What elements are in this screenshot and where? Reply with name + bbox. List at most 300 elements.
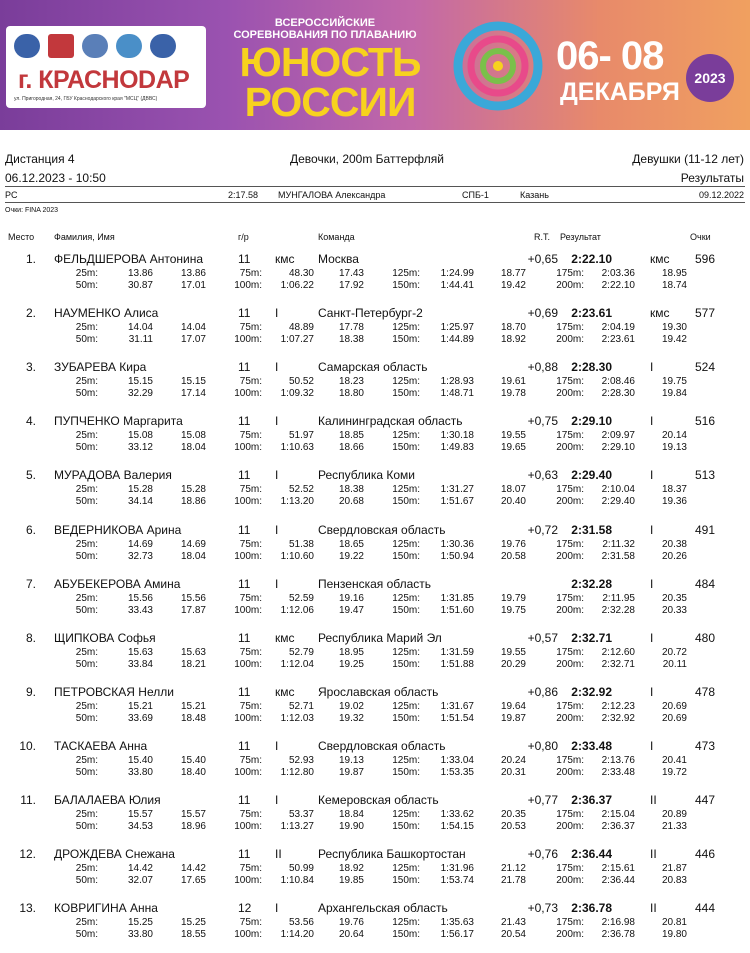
split-label: 50m: — [75, 442, 98, 454]
split-diff: 18.65 — [338, 538, 364, 550]
venue-address: ул. Пригородная, 24, ГБУ Краснодарского края "МСЦ" (ДВВС) — [14, 96, 158, 102]
entry-time: 2:29.10 — [571, 414, 612, 429]
split-label: 175m: — [556, 700, 584, 712]
split-diff: 20.33 — [661, 604, 687, 616]
entry-place: 10. — [19, 738, 36, 753]
split-label: 175m: — [556, 754, 584, 766]
split-time: 34.14 — [127, 496, 153, 508]
event-datetime: 06.12.2023 - 10:50 — [5, 171, 106, 185]
split-label: 100m: — [234, 821, 262, 832]
entry-name: ДРОЖДЕВА Снежана — [54, 847, 175, 862]
split-label: 125m: — [392, 646, 420, 658]
split-time: 2:13.76 — [601, 754, 635, 766]
record-city: Казань — [520, 190, 549, 200]
entry-rank: I — [275, 414, 279, 429]
record-code: PC — [5, 190, 18, 200]
split-label: 75m: — [239, 754, 262, 766]
split-time: 32.73 — [127, 550, 153, 562]
split-diff: 18.84 — [338, 809, 364, 820]
entry-place: 9. — [25, 684, 36, 699]
split-label: 100m: — [234, 712, 262, 724]
split-diff: 18.80 — [338, 388, 364, 400]
flag-logo-icon — [48, 34, 74, 58]
split-time: 2:36.78 — [601, 929, 635, 941]
entry-place: 3. — [25, 360, 36, 375]
split-time: 15.28 — [127, 484, 153, 496]
split-diff: 18.86 — [180, 496, 206, 508]
entry-rank: I — [275, 793, 279, 807]
split-label: 175m: — [556, 322, 584, 334]
entry-name: ТАСКАЕВА Анна — [54, 738, 148, 753]
split-label: 100m: — [234, 658, 262, 670]
split-label: 175m: — [556, 646, 584, 658]
split-diff: 19.55 — [500, 430, 526, 442]
split-label: 150m: — [392, 604, 420, 616]
split-label: 150m: — [392, 658, 420, 670]
split-label: 25m: — [75, 376, 98, 388]
split-time: 1:13.20 — [280, 496, 314, 508]
split-label: 200m: — [556, 658, 584, 670]
split-time: 1:31.59 — [440, 646, 474, 658]
split-diff: 20.31 — [500, 766, 526, 778]
split-label: 150m: — [392, 766, 420, 778]
col-place: Место — [8, 232, 35, 242]
entry-time: 2:29.40 — [571, 468, 612, 483]
entry-name: ФЕЛЬДШЕРОВА Антонина — [54, 252, 204, 266]
entry-rank: I — [275, 738, 279, 753]
entry-rt: +0,69 — [527, 306, 558, 321]
split-label: 125m: — [392, 430, 420, 442]
split-time: 2:36.37 — [601, 821, 635, 832]
split-time: 2:32.71 — [601, 658, 635, 670]
entry-place: 1. — [25, 252, 36, 266]
split-diff: 18.77 — [500, 268, 526, 279]
col-result: Результат — [560, 232, 601, 242]
split-diff: 20.54 — [500, 929, 526, 941]
split-time: 14.69 — [127, 538, 153, 550]
split-label: 75m: — [239, 322, 262, 334]
split-label: 50m: — [75, 766, 98, 778]
entry-time: 2:36.44 — [571, 847, 612, 862]
split-diff: 15.15 — [180, 376, 206, 388]
split-time: 2:11.32 — [602, 538, 635, 550]
split-time: 1:31.85 — [440, 592, 474, 604]
split-diff: 18.21 — [180, 658, 206, 670]
split-time: 1:30.18 — [440, 430, 474, 442]
split-diff: 17.92 — [338, 280, 364, 291]
split-label: 50m: — [75, 388, 98, 400]
split-diff: 18.40 — [180, 766, 206, 778]
split-label: 25m: — [75, 917, 98, 929]
entry-time: 2:36.78 — [571, 901, 612, 916]
split-label: 100m: — [234, 280, 262, 291]
split-label: 50m: — [75, 929, 98, 941]
split-diff: 17.65 — [180, 875, 206, 887]
split-time: 1:12.06 — [280, 604, 314, 616]
split-time: 2:15.61 — [601, 863, 635, 875]
entry-points: 444 — [694, 901, 715, 916]
entry-yob: 11 — [238, 793, 251, 807]
split-time: 2:29.10 — [601, 442, 635, 454]
split-diff: 18.66 — [338, 442, 364, 454]
result-row — [0, 412, 750, 466]
split-time: 1:12.04 — [280, 658, 314, 670]
result-row — [0, 683, 750, 737]
points-note: Очки: FINA 2023 — [5, 207, 59, 214]
split-time: 1:30.36 — [440, 538, 474, 550]
split-label: 150m: — [392, 334, 420, 346]
entry-points: 516 — [694, 414, 715, 429]
split-diff: 19.47 — [338, 604, 364, 616]
split-label: 50m: — [75, 496, 98, 508]
split-diff: 14.04 — [180, 322, 206, 334]
split-label: 25m: — [75, 863, 98, 875]
split-label: 175m: — [556, 430, 584, 442]
split-diff: 21.43 — [500, 917, 526, 929]
split-diff: 18.96 — [180, 821, 206, 832]
split-time: 1:50.94 — [440, 550, 474, 562]
split-label: 25m: — [75, 484, 98, 496]
entry-rt: +0,76 — [527, 847, 558, 862]
split-time: 14.04 — [127, 322, 153, 334]
split-diff: 18.04 — [180, 442, 206, 454]
event-name: Девочки, 200m Баттерфляй — [290, 152, 444, 166]
split-label: 75m: — [239, 917, 262, 929]
split-time: 52.59 — [288, 592, 314, 604]
entry-rank2: I — [650, 360, 654, 375]
event-dates: 06- 08 — [556, 34, 664, 78]
entry-rank: I — [275, 522, 279, 537]
split-diff: 17.43 — [338, 268, 364, 279]
split-time: 2:04.19 — [601, 322, 635, 334]
split-diff: 18.85 — [338, 430, 364, 442]
entry-rt: +0,80 — [527, 738, 558, 753]
split-label: 125m: — [392, 863, 420, 875]
entry-team: Свердловская область — [318, 522, 446, 537]
split-time: 52.52 — [288, 484, 314, 496]
entry-place: 13. — [19, 901, 36, 916]
entry-team: Москва — [318, 252, 359, 266]
entry-rank: I — [275, 306, 279, 321]
entry-rt: +0,63 — [527, 468, 558, 483]
emblem-logo-icon — [150, 34, 176, 58]
split-label: 200m: — [556, 712, 584, 724]
split-diff: 21.33 — [661, 821, 687, 832]
split-label: 125m: — [392, 917, 420, 929]
split-label: 75m: — [239, 538, 262, 550]
split-time: 1:53.74 — [440, 875, 474, 887]
entry-place: 7. — [25, 576, 36, 591]
result-row — [0, 575, 750, 629]
col-team: Команда — [318, 232, 355, 242]
entry-time: 2:32.28 — [571, 576, 612, 591]
split-time: 1:12.80 — [280, 766, 314, 778]
split-label: 100m: — [234, 766, 262, 778]
split-time: 2:31.58 — [601, 550, 635, 562]
split-label: 25m: — [75, 592, 98, 604]
entry-rank: II — [275, 847, 282, 862]
split-diff: 19.85 — [338, 875, 364, 887]
record-holder: МУНГАЛОВА Александра — [278, 190, 386, 200]
entry-team: Кемеровская область — [318, 793, 439, 807]
entry-name: ЩИПКОВА Софья — [54, 630, 156, 645]
split-label: 100m: — [234, 388, 262, 400]
entry-points: 480 — [694, 630, 715, 645]
split-label: 200m: — [556, 550, 584, 562]
entry-points: 484 — [694, 576, 715, 591]
split-label: 150m: — [392, 442, 420, 454]
entry-yob: 11 — [238, 522, 251, 537]
split-diff: 20.83 — [661, 875, 687, 887]
split-diff: 19.84 — [661, 388, 687, 400]
split-diff: 15.25 — [180, 917, 206, 929]
entry-time: 2:23.61 — [571, 306, 612, 321]
split-diff: 15.57 — [180, 809, 206, 820]
split-label: 150m: — [392, 550, 420, 562]
split-time: 2:12.60 — [601, 646, 635, 658]
split-time: 15.25 — [127, 917, 153, 929]
result-row — [0, 737, 750, 791]
entry-name: КОВРИГИНА Анна — [54, 901, 158, 916]
split-time: 53.56 — [288, 917, 314, 929]
split-time: 13.86 — [127, 268, 153, 279]
split-label: 125m: — [392, 484, 420, 496]
split-diff: 20.72 — [661, 646, 687, 658]
entry-rt: +0,73 — [527, 901, 558, 916]
split-diff: 20.14 — [661, 430, 687, 442]
split-time: 1:53.35 — [440, 766, 474, 778]
entry-points: 491 — [694, 522, 715, 537]
split-diff: 20.24 — [500, 754, 526, 766]
split-diff: 19.25 — [338, 658, 364, 670]
split-label: 150m: — [392, 821, 420, 832]
entry-yob: 11 — [238, 360, 251, 375]
entry-rank2: I — [650, 468, 654, 483]
split-diff: 15.28 — [180, 484, 206, 496]
entry-team: Санкт-Петербург-2 — [318, 306, 423, 321]
result-row — [0, 629, 750, 683]
split-diff: 18.95 — [661, 268, 687, 279]
split-time: 33.69 — [127, 712, 153, 724]
entry-rank2: I — [650, 684, 654, 699]
entry-rank2: I — [650, 630, 654, 645]
entry-yob: 11 — [238, 630, 251, 645]
entry-place: 11. — [20, 793, 36, 807]
split-time: 2:32.92 — [601, 712, 635, 724]
split-time: 1:51.54 — [440, 712, 474, 724]
split-time: 1:33.62 — [440, 809, 474, 820]
split-diff: 20.81 — [661, 917, 687, 929]
split-label: 25m: — [75, 268, 98, 279]
entry-rank2: кмс — [650, 306, 670, 321]
distance-label: Дистанция 4 — [5, 152, 75, 166]
split-diff: 19.80 — [661, 929, 687, 941]
entry-time: 2:28.30 — [571, 360, 612, 375]
split-time: 1:28.93 — [440, 376, 474, 388]
entry-team: Самарская область — [318, 360, 428, 375]
split-diff: 15.40 — [180, 754, 206, 766]
split-diff: 19.75 — [661, 376, 687, 388]
result-row — [0, 899, 750, 953]
split-time: 1:44.89 — [440, 334, 474, 346]
split-label: 75m: — [239, 484, 262, 496]
entry-points: 473 — [694, 738, 715, 753]
split-time: 1:25.97 — [440, 322, 474, 334]
split-diff: 20.29 — [500, 658, 526, 670]
split-diff: 19.22 — [338, 550, 364, 562]
swirl-logo-icon — [452, 20, 544, 112]
split-label: 75m: — [239, 700, 262, 712]
entry-rt: +0,77 — [527, 793, 558, 807]
split-diff: 20.69 — [661, 700, 687, 712]
split-time: 32.07 — [127, 875, 153, 887]
split-time: 2:32.28 — [601, 604, 635, 616]
split-diff: 18.04 — [180, 550, 206, 562]
split-diff: 20.35 — [661, 592, 687, 604]
split-diff: 19.55 — [500, 646, 526, 658]
split-time: 1:31.27 — [440, 484, 474, 496]
entry-place: 4. — [25, 414, 36, 429]
entry-time: 2:22.10 — [571, 252, 612, 266]
split-label: 75m: — [239, 646, 262, 658]
entry-yob: 11 — [238, 306, 251, 321]
split-time: 2:10.04 — [601, 484, 635, 496]
entry-place: 12. — [19, 847, 36, 862]
split-time: 2:03.36 — [601, 268, 635, 279]
split-label: 25m: — [75, 754, 98, 766]
entry-rt: +0,65 — [527, 252, 558, 266]
result-row — [0, 845, 750, 899]
entry-rank2: I — [650, 576, 654, 591]
split-label: 200m: — [556, 280, 584, 291]
split-diff: 15.63 — [180, 646, 206, 658]
split-time: 1:44.41 — [440, 280, 474, 291]
split-label: 150m: — [392, 712, 420, 724]
split-diff: 18.92 — [500, 334, 526, 346]
entry-place: 6. — [25, 522, 36, 537]
split-time: 2:12.23 — [601, 700, 635, 712]
split-diff: 19.61 — [500, 376, 526, 388]
split-time: 15.63 — [127, 646, 153, 658]
split-time: 48.30 — [288, 268, 314, 279]
entry-team: Республика Коми — [318, 468, 415, 483]
split-label: 175m: — [556, 376, 584, 388]
results-label: Результаты — [680, 171, 744, 185]
split-time: 1:24.99 — [440, 268, 474, 279]
entry-team: Республика Башкортостан — [318, 847, 466, 862]
split-label: 25m: — [75, 700, 98, 712]
split-label: 125m: — [392, 376, 420, 388]
entry-name: МУРАДОВА Валерия — [54, 468, 172, 483]
split-time: 2:11.95 — [602, 592, 635, 604]
split-label: 175m: — [556, 268, 584, 279]
entry-yob: 12 — [238, 901, 252, 916]
split-time: 31.11 — [128, 334, 153, 346]
entry-points: 447 — [694, 793, 715, 807]
split-diff: 20.58 — [500, 550, 526, 562]
split-label: 50m: — [75, 550, 98, 562]
entry-rank: I — [275, 468, 279, 483]
split-diff: 19.87 — [500, 712, 526, 724]
entry-yob: 11 — [238, 684, 251, 699]
record-date: 09.12.2022 — [698, 190, 744, 200]
split-label: 50m: — [75, 604, 98, 616]
split-time: 51.97 — [288, 430, 314, 442]
split-diff: 18.23 — [338, 376, 364, 388]
split-time: 1:06.22 — [280, 280, 314, 291]
entry-rank2: II — [650, 901, 657, 916]
split-diff: 18.07 — [500, 484, 526, 496]
split-label: 200m: — [556, 875, 584, 887]
organizer-logo-box — [6, 26, 206, 108]
col-rt: R.T. — [534, 232, 551, 242]
split-label: 125m: — [392, 268, 420, 279]
swim-logo-icon — [116, 34, 142, 58]
split-diff: 13.86 — [180, 268, 206, 279]
split-diff: 19.42 — [661, 334, 687, 346]
split-label: 175m: — [556, 484, 584, 496]
split-label: 75m: — [239, 376, 262, 388]
split-time: 2:36.44 — [601, 875, 635, 887]
split-diff: 15.08 — [180, 430, 206, 442]
entry-yob: 11 — [238, 252, 251, 266]
split-time: 2:16.98 — [601, 917, 635, 929]
entry-rank: I — [275, 360, 279, 375]
split-diff: 17.87 — [180, 604, 206, 616]
split-label: 100m: — [234, 334, 262, 346]
split-label: 175m: — [556, 592, 584, 604]
split-time: 15.40 — [127, 754, 153, 766]
entry-yob: 11 — [238, 847, 251, 862]
entry-yob: 11 — [238, 738, 251, 753]
split-time: 2:22.10 — [601, 280, 635, 291]
entry-rank2: I — [650, 522, 654, 537]
split-label: 50m: — [75, 875, 98, 887]
split-time: 1:51.67 — [440, 496, 474, 508]
split-label: 200m: — [556, 496, 584, 508]
split-diff: 14.69 — [180, 538, 206, 550]
split-diff: 18.95 — [338, 646, 364, 658]
col-yob: г/р — [238, 232, 249, 242]
split-time: 1:14.20 — [280, 929, 314, 941]
split-diff: 17.14 — [180, 388, 206, 400]
entry-time: 2:32.71 — [571, 630, 612, 645]
result-row — [0, 466, 750, 520]
split-time: 1:48.71 — [440, 388, 474, 400]
split-label: 25m: — [75, 809, 98, 820]
split-label: 150m: — [392, 280, 420, 291]
split-diff: 19.36 — [661, 496, 687, 508]
split-label: 200m: — [556, 821, 584, 832]
split-diff: 19.75 — [500, 604, 526, 616]
split-label: 125m: — [392, 700, 420, 712]
split-label: 100m: — [234, 875, 262, 887]
split-label: 150m: — [392, 875, 420, 887]
entry-rank2: I — [650, 738, 654, 753]
entry-rank: I — [275, 576, 279, 591]
split-time: 1:35.63 — [440, 917, 474, 929]
record-time: 2:17.58 — [228, 190, 259, 200]
split-time: 15.21 — [127, 700, 153, 712]
entry-team: Пензенская область — [318, 576, 432, 591]
split-label: 200m: — [556, 388, 584, 400]
split-diff: 19.76 — [500, 538, 526, 550]
split-diff: 19.90 — [338, 821, 364, 832]
split-diff: 20.89 — [661, 809, 687, 820]
split-time: 1:51.60 — [440, 604, 474, 616]
entry-points: 524 — [694, 360, 715, 375]
split-time: 33.12 — [127, 442, 153, 454]
